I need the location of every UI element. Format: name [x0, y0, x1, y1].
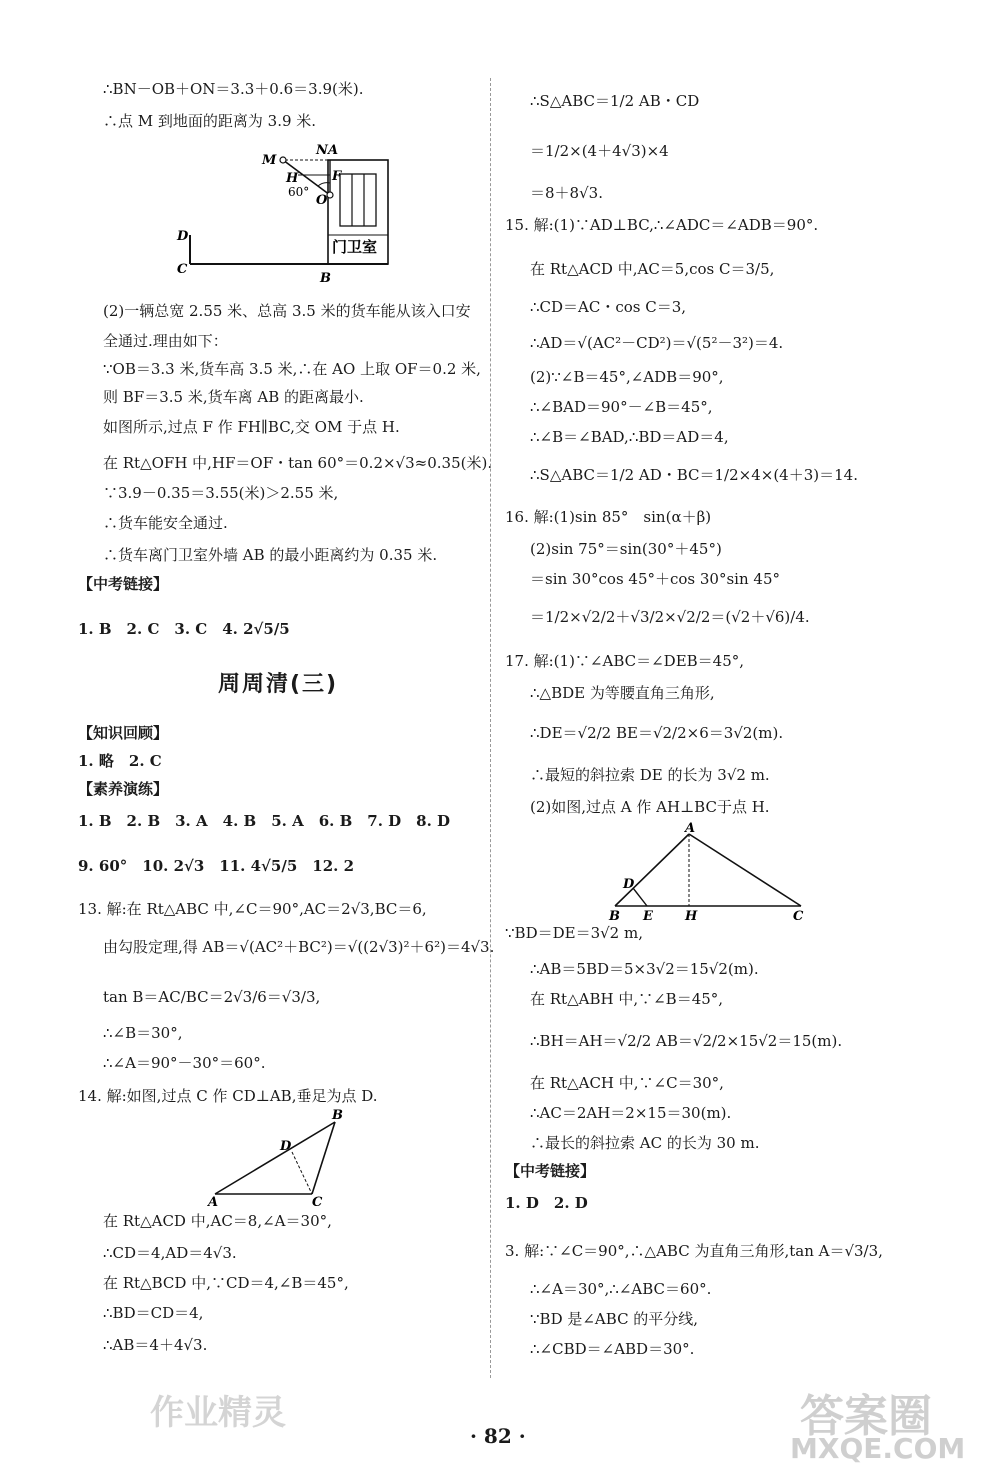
text-line: ＝1/2×√2/2＋√3/2×√2/2＝(√2＋√6)/4. — [530, 608, 810, 626]
gate-figure — [170, 140, 410, 290]
text-line: ∴最短的斜拉索 DE 的长为 3√2 m. — [530, 766, 770, 784]
label-D: D — [177, 229, 189, 244]
text-line: 在 Rt△BCD 中,∵CD＝4,∠B＝45°, — [103, 1274, 349, 1292]
answer-line: 1. B 2. B 3. A 4. B 5. A 6. B 7. D 8. D — [78, 812, 451, 830]
section-heading: 【中考链接】 — [505, 1162, 596, 1180]
room-label: 门卫室 — [332, 238, 378, 256]
text-line: 在 Rt△OFH 中,HF＝OF・tan 60°＝0.2×√3≈0.35(米). — [103, 454, 493, 472]
text-line: ∴CD＝AC・cos C＝3, — [530, 298, 687, 316]
text-line: ＝8＋8√3. — [530, 184, 603, 202]
text-line: ∴货车能安全通过. — [103, 514, 228, 532]
label-M: M — [262, 153, 277, 168]
answer-line: 1. 略 2. C — [78, 752, 162, 770]
text-line: 则 BF＝3.5 米,货车离 AB 的距离最小. — [103, 388, 364, 406]
text-line: 在 Rt△ACD 中,AC＝5,cos C＝3/5, — [530, 260, 775, 278]
text-line: ∴货车离门卫室外墙 AB 的最小距离约为 0.35 米. — [103, 546, 438, 564]
section-heading: 【素养演练】 — [78, 780, 169, 798]
text-line: 在 Rt△ACH 中,∵∠C＝30°, — [530, 1074, 724, 1092]
text-line: ∴∠B＝30°, — [103, 1024, 183, 1042]
label-B: B — [609, 909, 620, 924]
text-line: ∵OB＝3.3 米,货车高 3.5 米,∴在 AO 上取 OF＝0.2 米, — [103, 360, 481, 378]
triangle-figure-17 — [605, 821, 815, 924]
label-D: D — [280, 1139, 292, 1154]
text-line: tan B＝AC/BC＝2√3/6＝√3/3, — [103, 988, 321, 1006]
answer-line: 9. 60° 10. 2√3 11. 4√5/5 12. 2 — [78, 857, 355, 875]
label-A: A — [685, 821, 696, 836]
text-line: ∴S△ABC＝1/2 AB・CD — [530, 92, 700, 110]
text-line: ∴AB＝4＋4√3. — [103, 1336, 208, 1354]
label-C: C — [177, 262, 188, 277]
watermark-site: MXQE.COM — [790, 1432, 966, 1465]
watermark-logo: 答案圈 — [800, 1391, 932, 1442]
text-line: ∴∠BAD＝90°－∠B＝45°, — [530, 398, 713, 416]
section-heading: 【中考链接】 — [78, 575, 169, 593]
text-line: ∴BN－OB＋ON＝3.3＋0.6＝3.9(米). — [103, 80, 364, 98]
text-line: ∴点 M 到地面的距离为 3.9 米. — [103, 112, 317, 130]
page-title: 周周清(三) — [218, 672, 339, 697]
label-H: H — [685, 909, 698, 924]
label-N: N — [316, 143, 328, 158]
text-line: 3. 解:∵∠C＝90°,∴△ABC 为直角三角形,tan A＝√3/3, — [505, 1242, 883, 1260]
text-line: 16. 解:(1)sin 85° sin(α＋β) — [505, 508, 712, 526]
text-line: (2)sin 75°＝sin(30°＋45°) — [530, 540, 722, 558]
text-line: (2)如图,过点 A 作 AH⊥BC于点 H. — [530, 798, 770, 816]
text-line: 17. 解:(1)∵∠ABC＝∠DEB＝45°, — [505, 652, 745, 670]
text-line: 15. 解:(1)∵AD⊥BC,∴∠ADC＝∠ADB＝90°. — [505, 216, 819, 234]
text-line: ∴AD＝√(AC²－CD²)＝√(5²－3²)＝4. — [530, 334, 784, 352]
text-line: ∴最长的斜拉索 AC 的长为 30 m. — [530, 1134, 760, 1152]
text-line: ∴∠B＝∠BAD,∴BD＝AD＝4, — [530, 428, 729, 446]
text-line: ∴CD＝4,AD＝4√3. — [103, 1244, 237, 1262]
label-O: O — [316, 193, 328, 208]
text-line: ∴BD＝CD＝4, — [103, 1304, 204, 1322]
label-F: F — [332, 169, 342, 184]
section-heading: 【知识回顾】 — [78, 724, 169, 742]
text-line: ∴S△ABC＝1/2 AD・BC＝1/2×4×(4＋3)＝14. — [530, 466, 858, 484]
text-line: 由勾股定理,得 AB＝√(AC²＋BC²)＝√((2√3)²＋6²)＝4√3. — [103, 938, 495, 956]
text-line: ∴∠A＝30°,∴∠ABC＝60°. — [530, 1280, 712, 1298]
text-line: ∴DE＝√2/2 BE＝√2/2×6＝3√2(m). — [530, 724, 784, 742]
watermark-stamp: 作业精灵 — [150, 1393, 286, 1433]
text-line: ＝1/2×(4＋4√3)×4 — [530, 142, 669, 160]
text-line: 在 Rt△ABH 中,∵∠B＝45°, — [530, 990, 724, 1008]
column-divider — [490, 78, 491, 1378]
page-number: · 82 · — [470, 1424, 526, 1448]
text-line: ∴AB＝5BD＝5×3√2＝15√2(m). — [530, 960, 759, 978]
text-line: ∴△BDE 为等腰直角三角形, — [530, 684, 715, 702]
text-line: (2)一辆总宽 2.55 米、总高 3.5 米的货车能从该入口安 — [103, 302, 471, 320]
label-B: B — [320, 271, 331, 286]
label-A: A — [208, 1195, 219, 1210]
text-line: ∵3.9－0.35＝3.55(米)＞2.55 米, — [103, 484, 339, 502]
text-line: ＝sin 30°cos 45°＋cos 30°sin 45° — [530, 570, 780, 588]
label-H: H — [286, 171, 299, 186]
triangle-figure-14 — [200, 1110, 360, 1210]
text-line: ∴∠CBD＝∠ABD＝30°. — [530, 1340, 695, 1358]
text-line: 如图所示,过点 F 作 FH∥BC,交 OM 于点 H. — [103, 418, 400, 436]
label-D: D — [623, 877, 635, 892]
answer-line: 1. D 2. D — [505, 1194, 588, 1212]
label-60: 60° — [288, 185, 310, 199]
text-line: 13. 解:在 Rt△ABC 中,∠C＝90°,AC＝2√3,BC＝6, — [78, 900, 427, 918]
label-E: E — [643, 909, 653, 924]
text-line: 在 Rt△ACD 中,AC＝8,∠A＝30°, — [103, 1212, 332, 1230]
text-line: ∴AC＝2AH＝2×15＝30(m). — [530, 1104, 732, 1122]
text-line: ∴BH＝AH＝√2/2 AB＝√2/2×15√2＝15(m). — [530, 1032, 843, 1050]
text-line: ∵BD＝DE＝3√2 m, — [505, 924, 643, 942]
text-line: 全通过.理由如下： — [103, 332, 228, 350]
text-line: (2)∵∠B＝45°,∠ADB＝90°, — [530, 368, 724, 386]
label-C: C — [312, 1195, 323, 1210]
label-A: A — [328, 143, 339, 158]
text-line: ∵BD 是∠ABC 的平分线, — [530, 1310, 699, 1328]
answer-line: 1. B 2. C 3. C 4. 2√5/5 — [78, 620, 290, 638]
text-line: 14. 解:如图,过点 C 作 CD⊥AB,垂足为点 D. — [78, 1087, 378, 1105]
text-line: ∴∠A＝90°－30°＝60°. — [103, 1054, 266, 1072]
label-C: C — [793, 909, 804, 924]
label-B: B — [332, 1108, 343, 1123]
